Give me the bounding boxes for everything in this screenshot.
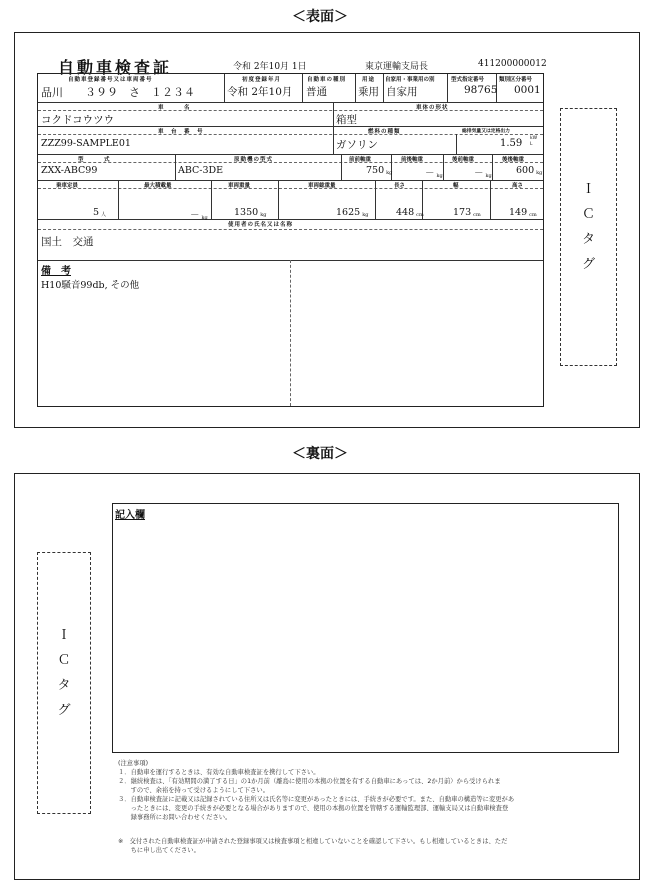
ic-tag-char: Ｉ: [57, 628, 71, 643]
label-height: 高さ: [512, 183, 524, 189]
category-number: 0001: [514, 84, 541, 96]
vehicle-width: 173: [453, 207, 472, 218]
first-registration: 令和 2年10月: [227, 86, 293, 98]
unit-kg: kg: [436, 173, 443, 179]
gross-vehicle-weight: 1625: [336, 207, 361, 218]
label-displacement: 総排気量又は定格出力: [462, 129, 510, 134]
unit-person: 人: [101, 212, 107, 218]
chassis-number: ZZZ99-SAMPLE01: [41, 138, 131, 149]
registration-number: 品川 ３９９ さ １２３４: [41, 86, 195, 99]
certificate-number: 411200000012: [478, 59, 547, 69]
unit-cm: cm: [473, 212, 481, 218]
unit-kg: kg: [362, 212, 369, 218]
note-line: ２．継続検査は、「有効期間の満了する日」の1か月前（離島に使用の本拠の位置を有する自動車にあっては、2か月前）から受けられま: [118, 778, 501, 785]
front-rear-axle-weight: －: [425, 168, 435, 179]
label-vehicle-type: 自動車の種別: [307, 77, 347, 83]
label-remarks: 備 考: [41, 266, 71, 277]
front-front-axle-weight: 750: [366, 165, 385, 176]
back-heading: ＜裏面＞: [292, 446, 348, 462]
label-engine-model: 原動機の型式: [234, 157, 274, 163]
entry-field-box: [112, 503, 619, 753]
document-title: 自動車検査証: [58, 58, 173, 77]
footnote-line: ※ 交付された自動車検査証が申請された登録事項又は検査事項と相違していないことを確認して下さい。もし相違しているときは、ただ: [118, 838, 508, 845]
label-vehicle-name: 車 名: [158, 105, 191, 111]
label-chassis-number: 車 台 番 号: [158, 129, 204, 135]
use: 乗用: [358, 86, 379, 98]
notes-title: (注意事項): [118, 760, 149, 767]
ic-tag-char: タ: [581, 232, 595, 247]
footnote-line: ちに申し出てください。: [118, 847, 200, 854]
fuel-type: ガソリン: [336, 139, 378, 151]
vehicle-height: 149: [509, 207, 528, 218]
displacement-unit: kW L: [530, 136, 538, 147]
engine-model: ABC-3DE: [178, 165, 224, 176]
footnote-block: [118, 837, 618, 855]
note-line: すので、余裕を持って受けるようにして下さい。: [118, 787, 269, 794]
unit-kg: kg: [386, 170, 393, 176]
note-line: ３．自動車検査証に記載又は記録されている住所又は氏名等に変更があったときには、手続きが必要です。また、自動車の構造等に変更があ: [118, 796, 515, 803]
label-private-business: 自家用・事業用の別: [385, 77, 435, 83]
ic-tag-char: グ: [57, 703, 71, 718]
vehicle-data-table: [37, 73, 544, 407]
note-line: ったときには、変更の手続きが必要となる場合がありますので、使用の本拠の位置を管轄する運輸監理部、運輸支局又は自動車検査登: [118, 805, 509, 812]
label-category-number: 類別区分番号: [499, 77, 533, 83]
label-front-front-axle: 前前軸重: [349, 157, 372, 163]
label-model: 型 式: [78, 157, 111, 163]
label-gross-weight: 車両総重量: [308, 183, 336, 189]
issue-date: 令和 2年10月 1日: [233, 62, 307, 72]
ic-tag-char: タ: [57, 678, 71, 693]
front-heading: ＜表面＞: [292, 9, 348, 25]
label-first-registration: 初度登録年月: [242, 77, 282, 83]
unit-kg: kg: [536, 170, 543, 176]
private-business: 自家用: [386, 86, 418, 98]
rear-rear-axle-weight: 600: [516, 165, 535, 176]
user-name: 国土 交通: [41, 236, 94, 248]
label-user-name: 使用者の氏名又は名称: [228, 222, 294, 228]
vehicle-length: 448: [396, 207, 415, 218]
vehicle-weight: 1350: [234, 207, 259, 218]
label-capacity: 乗車定員: [56, 183, 79, 189]
label-rear-front-axle: 後前軸重: [452, 157, 475, 163]
rear-front-axle-weight: －: [474, 168, 484, 179]
body-shape: 箱型: [336, 114, 357, 126]
unit-kg: kg: [485, 173, 492, 179]
model-designation-number: 98765: [464, 84, 498, 96]
passenger-capacity: 5: [93, 207, 100, 218]
label-use: 用途: [362, 77, 376, 83]
label-front-rear-axle: 前後軸重: [401, 157, 424, 163]
label-vehicle-weight: 車両重量: [228, 183, 251, 189]
label-max-load: 最大積載量: [144, 183, 172, 189]
ic-tag-char: Ｃ: [581, 207, 595, 222]
notes-block: [118, 759, 618, 822]
ic-tag-char: グ: [581, 257, 595, 272]
displacement: 1.59: [500, 138, 523, 149]
unit-kg: kg: [260, 212, 267, 218]
unit-cm: cm: [529, 212, 537, 218]
label-fuel-type: 燃料の種類: [368, 129, 401, 135]
issuer: 東京運輸支局長: [365, 62, 429, 72]
vehicle-type: 普通: [306, 86, 327, 98]
ic-tag-char: Ｃ: [57, 653, 71, 668]
note-line: 録事務所にお問い合わせください。: [118, 814, 232, 821]
entry-field-label: 記入欄: [115, 510, 145, 521]
label-width: 幅: [453, 183, 459, 189]
unit-cm: cm: [416, 212, 424, 218]
ic-tag-char: Ｉ: [581, 182, 595, 197]
back-ic-tag: [37, 552, 91, 814]
label-rear-rear-axle: 後後軸重: [502, 157, 525, 163]
note-line: １．自動車を運行するときは、有効な自動車検査証を携行して下さい。: [118, 769, 320, 776]
vehicle-name: コクドコウツウ: [41, 114, 115, 126]
model: ZXX-ABC99: [41, 165, 98, 176]
label-body-shape: 車体の形状: [416, 105, 449, 111]
label-model-designation: 型式指定番号: [451, 77, 485, 83]
label-registration-number: 自動車登録番号又は車両番号: [68, 77, 153, 83]
front-ic-tag: [560, 108, 617, 366]
label-length: 長さ: [394, 183, 406, 189]
max-load-capacity: －: [190, 210, 200, 221]
remarks-text: H10騒音99db, その他: [41, 280, 140, 291]
unit-kg: kg: [201, 215, 208, 221]
